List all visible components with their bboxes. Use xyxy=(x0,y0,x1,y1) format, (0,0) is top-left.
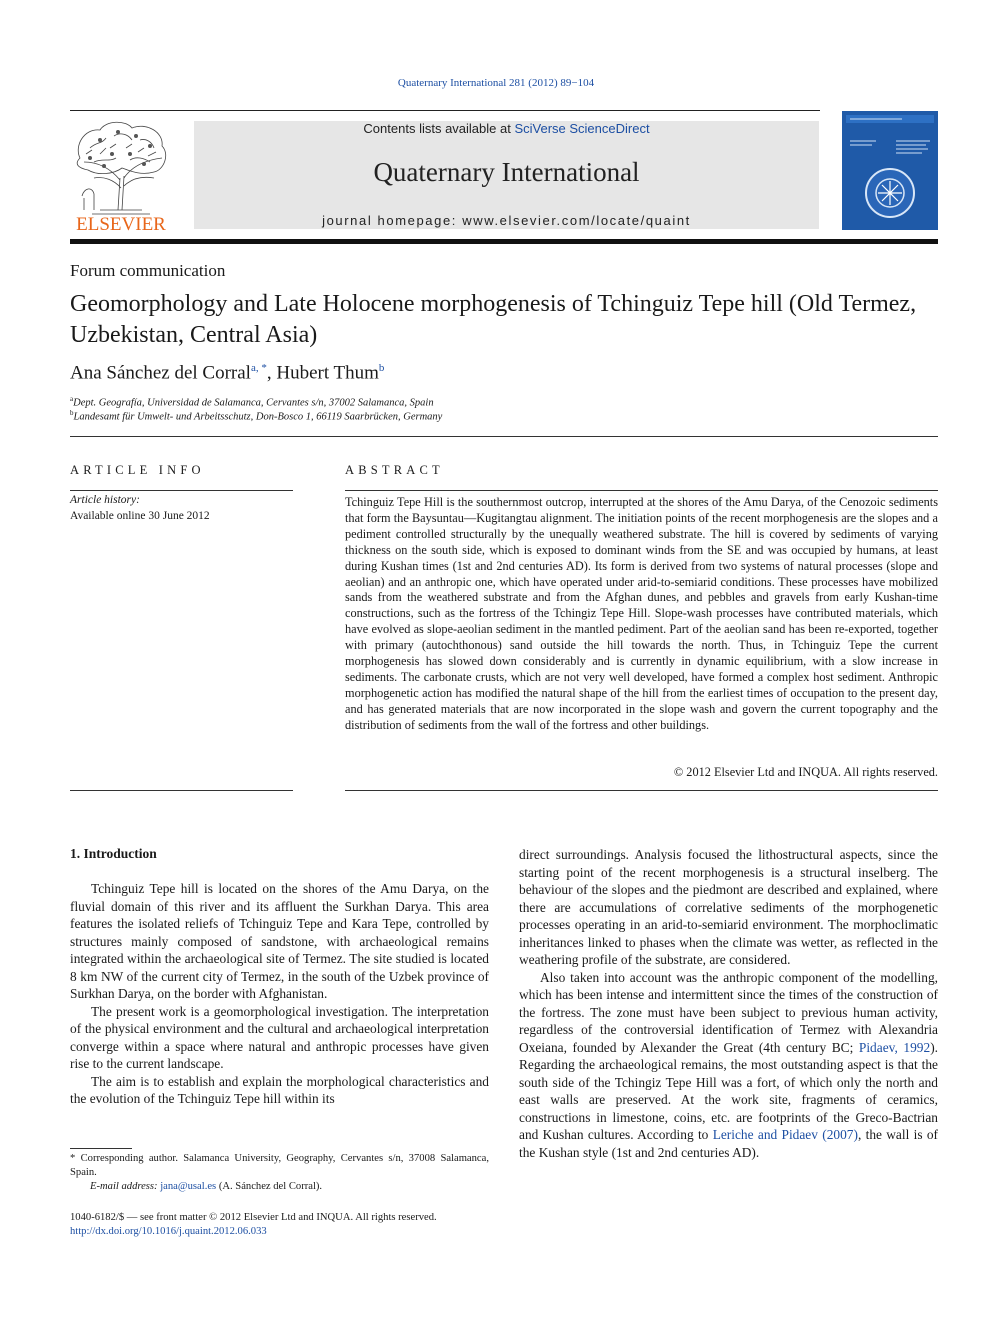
email-link[interactable]: jana@usal.es xyxy=(160,1181,217,1192)
homepage-url-link[interactable]: www.elsevier.com/locate/quaint xyxy=(462,213,691,228)
affiliation-mark: a xyxy=(70,395,74,403)
doi-link[interactable]: http://dx.doi.org/10.1016/j.quaint.2012.06.033 xyxy=(70,1226,267,1237)
abstract-bottom-rule xyxy=(345,790,938,791)
journal-citation-link[interactable]: Quaternary International 281 (2012) 89−104 xyxy=(397,77,595,89)
abstract-copyright: © 2012 Elsevier Ltd and INQUA. All rights reserved. xyxy=(673,765,938,779)
article-info-bottom-rule xyxy=(70,790,293,791)
homepage-prefix: journal homepage: xyxy=(322,213,463,228)
article-history-value: Available online 30 June 2012 xyxy=(70,510,210,522)
email-suffix: (A. Sánchez del Corral). xyxy=(216,1181,323,1192)
article-info-rule xyxy=(70,490,293,491)
affiliation-text: Dept. Geografía, Universidad de Salamanca, Cervantes s/n, 37002 Salamanca, Spain xyxy=(73,397,434,409)
body-column-right xyxy=(519,846,938,1161)
body-column-left xyxy=(70,880,489,1108)
affiliation-a xyxy=(70,395,434,409)
body-paragraph: Tchinguiz Tepe hill is located on the shores of the Amu Darya, on the fluvial domain of this river and its affluent the Surkhan Darya. This area features the isolated reliefs of Tchinguiz Tepe and Kara Tepe, controlled by structures mainly composed of sandstone, with archaeological remains integrated within the archaeological site of Termez. The site studied is located 8 km NW of the current city of Termez, in the south of the Uzbek province of Surkhan Darya, on the border with Afghanistan. xyxy=(70,881,489,1001)
journal-cover-thumbnail[interactable] xyxy=(842,111,938,230)
author-list xyxy=(70,362,384,384)
author-name: Hubert Thum xyxy=(276,362,379,384)
abstract-rule xyxy=(345,490,938,491)
body-paragraph: direct surroundings. Analysis focused the lithostructural aspects, since the starting point of the recent morphogenesis is a structural inselberg. The behaviour of the slopes and the piedmont are described and explained, where there are accumulations of correlative sediments of the morphogenetic processes operating in an arid-to-semiarid environment. The morphoclimatic inheritances linked to phases when the climate was wetter, as reflected in the weathering profile of the substrate, are considered. xyxy=(519,847,938,967)
author-affiliation-marks[interactable]: a, * xyxy=(250,362,267,374)
header-top-rule xyxy=(70,110,820,111)
paragraph-text: Also taken into account was the anthropic component of the modelling, which has been intense and intermittent since the times of the construction of the fortress. The zone must have been subject to previous human activity, regardless of the controversial identification of Termez with Alexandria Oxeiana, founded by Alexander the Great (4th century BC; xyxy=(519,969,938,1055)
elsevier-logo[interactable] xyxy=(70,118,173,233)
article-type: Forum communication xyxy=(70,261,226,280)
header-divider xyxy=(70,239,938,244)
body-paragraph: The present work is a geomorphological investigation. The interpretation of the physical environment and the cultural and archaeological interpretation converge within a space where natural and anthropic processes have given rise to the current landscape. xyxy=(70,1003,489,1071)
body-paragraph xyxy=(519,969,938,1162)
elsevier-tree-icon xyxy=(70,118,173,233)
corresponding-author-note: * Corresponding author. Salamanca University, Geography, Cervantes s/n, 37008 Salamanca, Spain. xyxy=(70,1153,489,1178)
author-name: Ana Sánchez del Corral xyxy=(70,362,251,384)
abstract-text: Tchinguiz Tepe Hill is the southernmost outcrop, interrupted at the shores of the Amu Darya, of the Cenozoic sediments that form the Baysuntau—Kugitangtau alignment. The initiation points of the recent morphogenesis are the slopes and a pediment controlled structurally by the unequally weathered substrate. The hill is covered by sediments of varying thickness on the south side, which is exposed to dominant winds from the SE and was occupied by humans, at least during Kushan times (1st and 2nd centuries AD). Its form is derived from two systems of natural processes (slope and aeolian) and an anthropic one, which have operated under arid-to-semiarid conditions. These processes have mobilized sands from the weathered substrate and from the Afghan dunes, and pebbles and gravels from early Kushan-time constructions, such as the fortress of the Tchingiz Tepe Hill. Slope-wash processes have contributed materials, which have evolved as slope-aeolian sediment in the mantled pediment. Part of the aeolian sand has been re-exported, together with primary (autochthonous) sand outside the hill towards the north. Thus, in Tchinguiz Tepe the current morphogenesis has slowed down considerably and is currently in dynamic equilibrium, with a slow increase in sediments. The carbonate crusts, which are not very well developed, have formed a complex host sediment. Anthropic morphogenetic action has modified the natural shape of the hill from the earliest times of occupation to the present day, and has generated materials that are now incorporated in the slope wash and govern the current topography and the distribution of sediments from the wall of the fortress and other buildings. xyxy=(345,495,938,732)
front-matter-line: 1040-6182/$ — see front matter © 2012 Elsevier Ltd and INQUA. All rights reserved. xyxy=(70,1212,437,1223)
affiliation-mark: b xyxy=(70,409,74,417)
paragraph-text: , the wall is of the Kushan style (1st and 2nd centuries AD). xyxy=(519,1127,938,1160)
article-info-heading: ARTICLE INFO xyxy=(70,463,205,477)
email-note xyxy=(90,1181,322,1192)
cover-image-icon xyxy=(842,111,938,230)
author-affiliation-marks[interactable]: b xyxy=(378,362,385,374)
body-paragraph: The aim is to establish and explain the morphological characteristics and the evolution of the Tchinguiz Tepe hill within its xyxy=(70,1073,489,1106)
sciencedirect-link[interactable]: SciVerse ScienceDirect xyxy=(514,121,650,136)
article-history-label: Article history: xyxy=(70,494,140,506)
title-divider xyxy=(70,436,938,437)
affiliation-b xyxy=(70,409,442,423)
section-heading: 1. Introduction xyxy=(70,846,157,861)
author-separator: , xyxy=(266,362,277,384)
email-label: E-mail address: xyxy=(90,1181,161,1192)
journal-homepage-line xyxy=(194,213,819,228)
journal-title: Quaternary International xyxy=(373,157,640,187)
citation-link[interactable]: Leriche and Pidaev (2007) xyxy=(712,1127,858,1142)
paragraph-text: ). Regarding the archaeological remains, the most outstanding aspect is that the south side of the Tchingiz Tepe Hill was a fort, of which only the north and east walls are preserved. At the work site, fragments of ceramics, constructions in limestone, coins, etc. are footprints of the Greco-Bactrian and Kushan cultures. According to xyxy=(519,1039,938,1142)
citation-link[interactable]: Pidaev, 1992 xyxy=(858,1039,931,1055)
abstract-heading: ABSTRACT xyxy=(345,463,444,477)
contents-prefix: Contents lists available at xyxy=(363,121,515,136)
contents-availability-line xyxy=(194,121,819,136)
affiliation-text: Landesamt für Umwelt- und Arbeitsschutz, Don-Bosco 1, 66119 Saarbrücken, Germany xyxy=(73,411,443,423)
footnote-rule xyxy=(70,1148,132,1149)
article-title: Geomorphology and Late Holocene morphogenesis of Tchinguiz Tepe hill (Old Termez, Uzbekistan, Central Asia) xyxy=(70,291,917,348)
elsevier-wordmark: ELSEVIER xyxy=(76,214,166,233)
